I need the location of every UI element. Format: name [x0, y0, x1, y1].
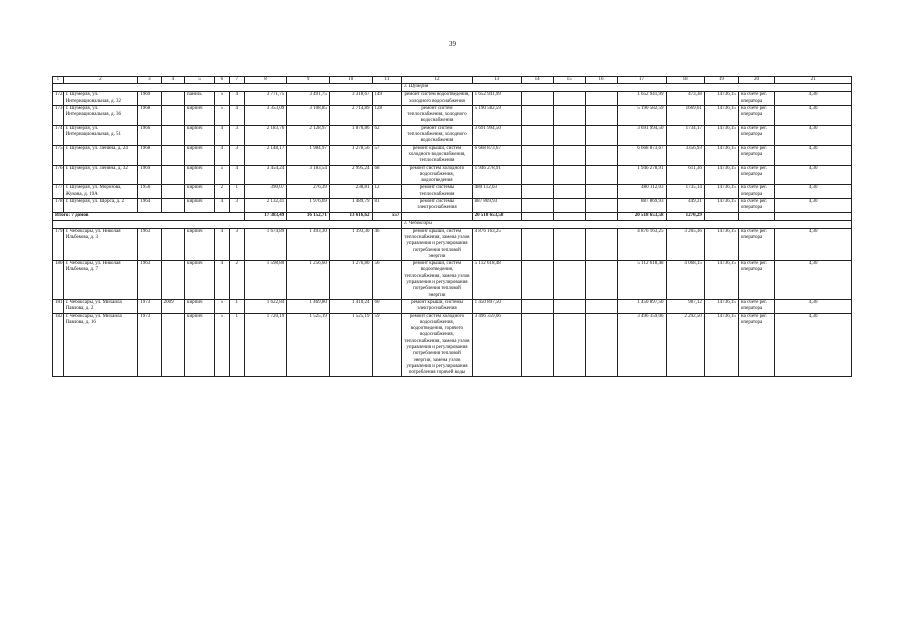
column-number-cell: 5 — [185, 77, 215, 84]
cell-c14 — [521, 105, 553, 125]
cell-c17: 1 946 278,91 — [617, 165, 666, 185]
house-row — [53, 105, 852, 125]
cell-c9: 1 469,80 — [287, 299, 330, 313]
cell-c6: 5 — [214, 299, 229, 313]
cell-c1: 172 — [53, 92, 64, 106]
cell-c3: 1956 — [138, 185, 161, 199]
cell-c16 — [585, 261, 617, 300]
cell-c17: 1 652 941,99 — [617, 92, 666, 106]
cell-c19: 14736,15 — [704, 228, 738, 260]
cell-c10: 2 714,89 — [329, 105, 372, 125]
cell-c6: 4 — [214, 145, 229, 165]
house-row — [53, 313, 852, 377]
total-row — [53, 212, 852, 220]
cell-c8: 2 183,76 — [244, 125, 287, 145]
cell-c14 — [521, 228, 553, 260]
cell-c12: ремонт системы электроснабжения — [402, 199, 472, 213]
cell-c4 — [161, 145, 184, 165]
cell-c6: 5 — [214, 313, 229, 377]
cell-c10: 2 995,24 — [329, 165, 372, 185]
cell-c3: 1964 — [138, 199, 161, 213]
total-c9: 16 152,71 — [287, 212, 330, 220]
cell-c21: 4,30 — [775, 185, 852, 199]
house-row — [53, 299, 852, 313]
cell-c5: кирпич — [185, 105, 215, 125]
cell-c5: кирпич — [185, 165, 215, 185]
cell-c7: 2 — [229, 261, 244, 300]
cell-c13: 4 876 163,25 — [472, 228, 521, 260]
cell-c21: 4,30 — [775, 125, 852, 145]
cell-c3: 1963 — [138, 228, 161, 260]
cell-c6: 5 — [214, 165, 229, 185]
total-blank — [402, 212, 472, 220]
cell-c12: ремонт систем холодного водоснабжения, водоотведения, горячего водоснабжения, теплоснабжения, замена узлов управления и регулирования потребления тепловой энергии, замена узлов управления и регулирования потребления горячей воды — [402, 313, 472, 377]
cell-c17: 6 668 873,67 — [617, 145, 666, 165]
cell-c19: 14736,15 — [704, 92, 738, 106]
cell-c7: 4 — [229, 92, 244, 106]
cell-c6: 4 — [214, 125, 229, 145]
column-number-cell: 15 — [553, 77, 585, 84]
column-number-row — [53, 77, 852, 84]
column-number-cell: 14 — [521, 77, 553, 84]
cell-c14 — [521, 125, 553, 145]
cell-c1: 177 — [53, 185, 64, 199]
cell-c7: 3 — [229, 199, 244, 213]
cell-c15 — [553, 165, 585, 185]
cell-c18: 3356,93 — [666, 145, 704, 165]
column-number-cell: 6 — [214, 77, 229, 84]
cell-c7: 4 — [229, 165, 244, 185]
cell-c11: 81 — [372, 199, 402, 213]
cell-c20: на счете рег. оператора — [738, 261, 774, 300]
total-c11: 557 — [372, 212, 402, 220]
house-row — [53, 92, 852, 106]
cell-c19: 14736,15 — [704, 299, 738, 313]
cell-c9: 276,39 — [287, 185, 330, 199]
total-c10: 13 616,62 — [329, 212, 372, 220]
cell-c14 — [521, 185, 553, 199]
cell-c12: ремонт систем теплоснабжения, холодного водоснабжения — [402, 105, 472, 125]
cell-c6: 5 — [214, 105, 229, 125]
cell-c8: 1 622,84 — [244, 299, 287, 313]
cell-c10: 3 318,67 — [329, 92, 372, 106]
cell-c19: 14736,15 — [704, 105, 738, 125]
cell-c8: 1 674,89 — [244, 228, 287, 260]
cell-c14 — [521, 261, 553, 300]
cell-c5: кирпич — [185, 185, 215, 199]
cell-c11: 56 — [372, 261, 402, 300]
total-c18: 1270,29 — [666, 212, 704, 220]
cell-c6: 4 — [214, 261, 229, 300]
total-c13: 20 518 653,58 — [472, 212, 521, 220]
house-row — [53, 228, 852, 260]
column-number-cell: 16 — [585, 77, 617, 84]
cell-c12: ремонт крыши, системы электроснабжения — [402, 299, 472, 313]
cell-c11: 59 — [372, 313, 402, 377]
cell-c13: 887 869,93 — [472, 199, 521, 213]
cell-c5: кирпич — [185, 228, 215, 260]
cell-c17: 5 190 582,59 — [617, 105, 666, 125]
cell-c10: 1 276,80 — [329, 261, 372, 300]
cell-c12: ремонт систем водоотведения, холодного водоснабжения — [402, 92, 472, 106]
total-blank — [521, 212, 553, 220]
cell-c3: 1973 — [138, 313, 161, 377]
cell-c1: 174 — [53, 125, 64, 145]
cell-c14 — [521, 313, 553, 377]
cell-c7: 1 — [229, 313, 244, 377]
cell-c10: 1 870,86 — [329, 125, 372, 145]
cell-c1: 182 — [53, 313, 64, 377]
cell-c3: 1973 — [138, 299, 161, 313]
total-blank — [704, 212, 738, 220]
town-heading-row — [53, 84, 852, 92]
cell-c18: 987,12 — [666, 299, 704, 313]
column-number-cell: 13 — [472, 77, 521, 84]
column-number-cell: 8 — [244, 77, 287, 84]
cell-c15 — [553, 185, 585, 199]
cell-c19: 14736,15 — [704, 313, 738, 377]
cell-c18: 1734,17 — [666, 125, 704, 145]
cell-c6: 2 — [214, 185, 229, 199]
cell-c5: кирпич — [185, 145, 215, 165]
cell-c10: 1 278,56 — [329, 145, 372, 165]
column-number-cell: 19 — [704, 77, 738, 84]
cell-c4 — [161, 105, 184, 125]
cell-c17: 3 496 359,06 — [617, 313, 666, 377]
cell-c8: 3 454,24 — [244, 165, 287, 185]
cell-c11: 46 — [372, 228, 402, 260]
cell-c7: 3 — [229, 228, 244, 260]
cell-c9: 1 525,19 — [287, 313, 330, 377]
cell-c1: 175 — [53, 145, 64, 165]
column-number-cell: 2 — [63, 77, 138, 84]
cell-c21: 4,30 — [775, 199, 852, 213]
cell-c3: 1968 — [138, 105, 161, 125]
cell-c10: 1 525,19 — [329, 313, 372, 377]
town-heading-blank — [53, 84, 402, 92]
cell-c12: ремонт крыши, систем водоотведения, теплоснабжения, замена узлов управления и регулирования потребления тепловой энергии — [402, 261, 472, 300]
cell-c8: 3 771,75 — [244, 92, 287, 106]
cell-c16 — [585, 299, 617, 313]
cell-c18: 4 068,15 — [666, 261, 704, 300]
cell-c16 — [585, 199, 617, 213]
cell-c9: 2 128,97 — [287, 125, 330, 145]
cell-c14 — [521, 299, 553, 313]
cell-c9: 1 256,60 — [287, 261, 330, 300]
house-row — [53, 125, 852, 145]
cell-c21: 4,30 — [775, 228, 852, 260]
cell-c13: 1 450 897,50 — [472, 299, 521, 313]
cell-c11: 68 — [372, 165, 402, 185]
cell-c21: 4,30 — [775, 92, 852, 106]
cell-c16 — [585, 313, 617, 377]
cell-c3: 1963 — [138, 261, 161, 300]
cell-c16 — [585, 165, 617, 185]
cell-c15 — [553, 92, 585, 106]
cell-c8: 1 598,80 — [244, 261, 287, 300]
cell-c4 — [161, 228, 184, 260]
cell-c9: 3 183,54 — [287, 165, 330, 185]
cell-c15 — [553, 105, 585, 125]
house-row — [53, 185, 852, 199]
cell-c1: 181 — [53, 299, 64, 313]
cell-c12: ремонт систем теплоснабжения, холодного водоснабжения — [402, 125, 472, 145]
cell-c15 — [553, 145, 585, 165]
cell-c14 — [521, 145, 553, 165]
cell-c13: 5 112 618,48 — [472, 261, 521, 300]
cell-c7: 1 — [229, 299, 244, 313]
cell-c14 — [521, 199, 553, 213]
house-row — [53, 165, 852, 185]
cell-c17: 480 112,03 — [617, 185, 666, 199]
cell-c9: 1 493,30 — [287, 228, 330, 260]
town-heading-blank — [53, 220, 402, 228]
cell-c15 — [553, 313, 585, 377]
cell-c5: кирпич — [185, 125, 215, 145]
cell-c17: 3 691 994,50 — [617, 125, 666, 145]
cell-c2: г. Шумерля, ул. Морозова, Жукова, д. 19А — [63, 185, 138, 199]
cell-c15 — [553, 228, 585, 260]
house-row — [53, 199, 852, 213]
cell-c20: на счете рег. оператора — [738, 92, 774, 106]
cell-c8: 390,07 — [244, 185, 287, 199]
cell-c19: 14736,15 — [704, 145, 738, 165]
cell-c17: 887 869,93 — [617, 199, 666, 213]
cell-c16 — [585, 105, 617, 125]
cell-c11: 60 — [372, 299, 402, 313]
cell-c18: 473,38 — [666, 92, 704, 106]
cell-c3: 1966 — [138, 125, 161, 145]
cell-c10: 1 393,30 — [329, 228, 372, 260]
cell-c2: г. Чебоксары, ул. Михаила Павлова, д. 16 — [63, 313, 138, 377]
cell-c4 — [161, 125, 184, 145]
cell-c11: 149 — [372, 92, 402, 106]
total-c8: 17 383,49 — [244, 212, 287, 220]
column-number-cell: 20 — [738, 77, 774, 84]
cell-c21: 4,30 — [775, 313, 852, 377]
cell-c18: 2 292,50 — [666, 313, 704, 377]
cell-c8: 3 353,09 — [244, 105, 287, 125]
cell-c7: 1 — [229, 185, 244, 199]
cell-c7: 4 — [229, 105, 244, 125]
cell-c16 — [585, 145, 617, 165]
cell-c19: 14736,15 — [704, 125, 738, 145]
cell-c11: 128 — [372, 105, 402, 125]
cell-c3: 1968 — [138, 145, 161, 165]
cell-c20: на счете рег. оператора — [738, 313, 774, 377]
cell-c13: 1 946 278,91 — [472, 165, 521, 185]
cell-c20: на счете рег. оператора — [738, 125, 774, 145]
cell-c19: 14736,15 — [704, 199, 738, 213]
cell-c1: 173 — [53, 105, 64, 125]
cell-c17: 1 450 897,50 — [617, 299, 666, 313]
cell-c4 — [161, 92, 184, 106]
cell-c10: 238,81 — [329, 185, 372, 199]
cell-c11: 62 — [372, 125, 402, 145]
cell-c2: г. Шумерля, ул. Щорса, д. 2 — [63, 199, 138, 213]
column-number-cell: 9 — [287, 77, 330, 84]
cell-c21: 4,30 — [775, 299, 852, 313]
cell-c13: 3 496 359,06 — [472, 313, 521, 377]
house-row — [53, 145, 852, 165]
cell-c18: 3 265,36 — [666, 228, 704, 260]
cell-c20: на счете рег. оператора — [738, 199, 774, 213]
cell-c11: 12 — [372, 185, 402, 199]
cell-c8: 1 720,19 — [244, 313, 287, 377]
total-label: Итого: 7 домов — [53, 212, 245, 220]
column-number-cell: 3 — [138, 77, 161, 84]
cell-c9: 1 984,97 — [287, 145, 330, 165]
town-heading: г. Шумерля — [402, 84, 852, 92]
cell-c20: на счете рег. оператора — [738, 105, 774, 125]
cell-c17: 4 876 163,25 — [617, 228, 666, 260]
cell-c18: 611,36 — [666, 165, 704, 185]
cell-c2: г. Шумерля, ул. Интернациональная, д. 32 — [63, 92, 138, 106]
total-blank — [775, 212, 852, 220]
cell-c4 — [161, 165, 184, 185]
cell-c3: 1969 — [138, 92, 161, 106]
cell-c4 — [161, 185, 184, 199]
cell-c10: 1 410,24 — [329, 299, 372, 313]
cell-c18: 1669,61 — [666, 105, 704, 125]
column-number-cell: 21 — [775, 77, 852, 84]
total-blank — [738, 212, 774, 220]
cell-c2: г. Шумерля, ул. Ленина, д. 24 — [63, 145, 138, 165]
cell-c5: кирпич — [185, 261, 215, 300]
cell-c8: 2 148,17 — [244, 145, 287, 165]
cell-c9: 3 108,85 — [287, 105, 330, 125]
cell-c20: на счете рег. оператора — [738, 228, 774, 260]
cell-c21: 4,30 — [775, 105, 852, 125]
cell-c12: ремонт системы теплоснабжения — [402, 185, 472, 199]
cell-c6: 4 — [214, 199, 229, 213]
cell-c13: 480 112,03 — [472, 185, 521, 199]
cell-c4 — [161, 261, 184, 300]
cell-c15 — [553, 125, 585, 145]
cell-c21: 4,30 — [775, 165, 852, 185]
column-number-cell: 11 — [372, 77, 402, 84]
cell-c12: ремонт крыши, систем холодного водоснабжения, теплоснабжения — [402, 145, 472, 165]
cell-c16 — [585, 125, 617, 145]
cell-c5: панель — [185, 92, 215, 106]
town-heading-row — [53, 220, 852, 228]
cell-c2: г. Шумерля, ул. Интернациональная, д. 51 — [63, 125, 138, 145]
cell-c9: 3 491,75 — [287, 92, 330, 106]
total-c17: 20 518 653,58 — [617, 212, 666, 220]
cell-c9: 1 976,69 — [287, 199, 330, 213]
cell-c1: 176 — [53, 165, 64, 185]
cell-c20: на счете рег. оператора — [738, 165, 774, 185]
cell-c19: 14736,15 — [704, 185, 738, 199]
cell-c20: на счете рег. оператора — [738, 145, 774, 165]
cell-c19: 14736,15 — [704, 261, 738, 300]
cell-c2: г. Шумерля, ул. Ленина, д. 32 — [63, 165, 138, 185]
column-number-cell: 1 — [53, 77, 64, 84]
cell-c21: 4,30 — [775, 145, 852, 165]
cell-c1: 180 — [53, 261, 64, 300]
cell-c4: 2009 — [161, 299, 184, 313]
cell-c8: 2 132,41 — [244, 199, 287, 213]
cell-c16 — [585, 228, 617, 260]
town-heading: г. Чебоксары — [402, 220, 852, 228]
cell-c2: г. Шумерля, ул. Интернациональная, д. 36 — [63, 105, 138, 125]
cell-c12: ремонт систем холодного водоснабжения, водоотведения — [402, 165, 472, 185]
page-number: 39 — [449, 40, 456, 48]
cell-c1: 178 — [53, 199, 64, 213]
total-blank — [553, 212, 585, 220]
column-number-cell: 18 — [666, 77, 704, 84]
cell-c13: 3 691 994,50 — [472, 125, 521, 145]
column-number-cell: 4 — [161, 77, 184, 84]
cell-c6: 5 — [214, 92, 229, 106]
cell-c7: 3 — [229, 145, 244, 165]
cell-c6: 4 — [214, 228, 229, 260]
cell-c16 — [585, 92, 617, 106]
cell-c18: 1735,14 — [666, 185, 704, 199]
cell-c21: 4,30 — [775, 261, 852, 300]
cell-c13: 6 668 873,67 — [472, 145, 521, 165]
cell-c20: на счете рег. оператора — [738, 185, 774, 199]
total-blank — [585, 212, 617, 220]
cell-c10: 1 489,79 — [329, 199, 372, 213]
cell-c15 — [553, 261, 585, 300]
cell-c12: ремонт крыши, систем теплоснабжения, замена узлов управления и регулирования потребления тепловой энергии — [402, 228, 472, 260]
cell-c16 — [585, 185, 617, 199]
cell-c5: кирпич — [185, 313, 215, 377]
house-row — [53, 261, 852, 300]
cell-c2: г. Чебоксары, ул. Николая Ильбекова, д. 3 — [63, 228, 138, 260]
cell-c5: кирпич — [185, 199, 215, 213]
cell-c4 — [161, 199, 184, 213]
cell-c13: 5 190 582,59 — [472, 105, 521, 125]
cell-c18: 449,31 — [666, 199, 704, 213]
cell-c15 — [553, 299, 585, 313]
cell-c11: 57 — [372, 145, 402, 165]
cell-c2: г. Чебоксары, ул. Николая Ильбекова, д. 7 — [63, 261, 138, 300]
column-number-cell: 7 — [229, 77, 244, 84]
cell-c14 — [521, 92, 553, 106]
cell-c7: 3 — [229, 125, 244, 145]
cell-c1: 179 — [53, 228, 64, 260]
column-number-cell: 12 — [402, 77, 472, 84]
register-table — [52, 76, 852, 377]
cell-c14 — [521, 165, 553, 185]
cell-c15 — [553, 199, 585, 213]
cell-c3: 1969 — [138, 165, 161, 185]
cell-c19: 14736,15 — [704, 165, 738, 185]
cell-c2: г. Чебоксары, ул. Михаила Павлова, д. 2 — [63, 299, 138, 313]
column-number-cell: 10 — [329, 77, 372, 84]
column-number-cell: 17 — [617, 77, 666, 84]
cell-c20: на счете рег. оператора — [738, 299, 774, 313]
cell-c13: 1 652 941,99 — [472, 92, 521, 106]
cell-c17: 5 112 618,48 — [617, 261, 666, 300]
cell-c4 — [161, 313, 184, 377]
cell-c5: кирпич — [185, 299, 215, 313]
